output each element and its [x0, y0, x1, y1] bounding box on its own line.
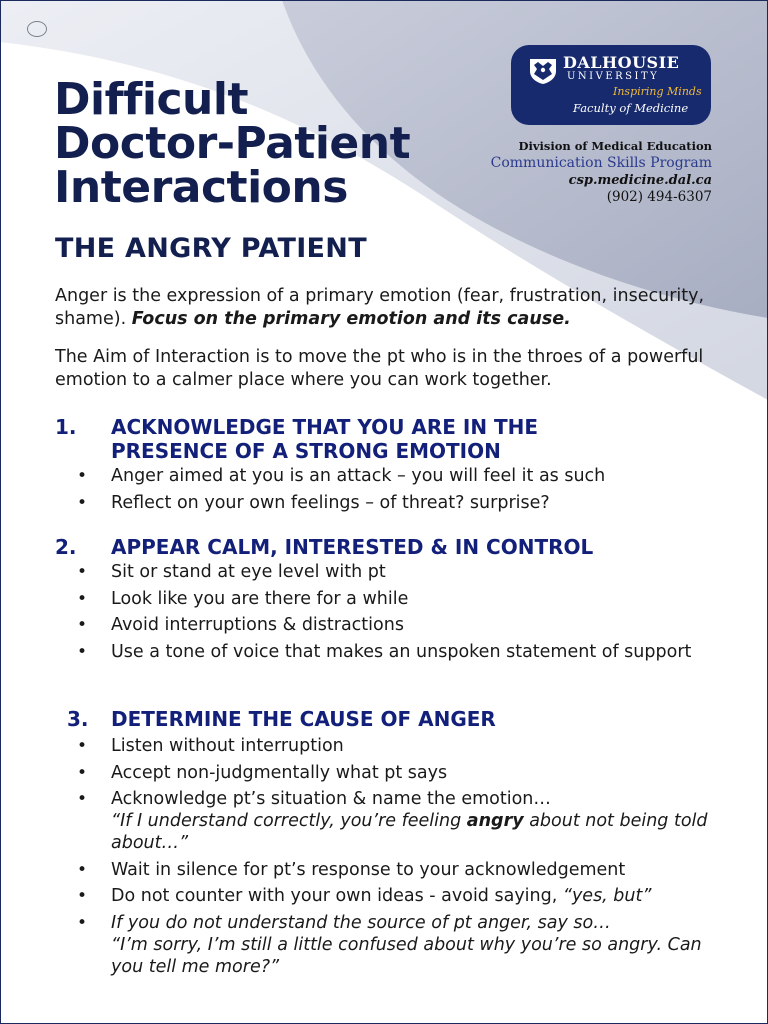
- bullet-icon: •: [77, 886, 88, 906]
- bullet-icon: •: [77, 562, 88, 582]
- list-item: • Look like you are there for a while: [77, 588, 409, 609]
- bullet-icon: •: [77, 466, 88, 486]
- list-item: • Wait in silence for pt’s response to your acknowledgement: [77, 859, 626, 880]
- title-line-2: Doctor-Patient: [54, 118, 411, 169]
- dalhousie-logo: [511, 45, 711, 125]
- bullet-icon: •: [77, 492, 88, 513]
- crest-icon: [528, 57, 558, 85]
- intro-emphasis: Focus on the primary emotion and its cause.: [131, 309, 571, 329]
- bullet-icon: •: [77, 859, 88, 880]
- logo-faculty: Faculty of Medicine: [573, 101, 689, 115]
- contact-block: [491, 138, 712, 206]
- corner-ring-mark: [27, 21, 47, 37]
- list-item: • Do not counter with your own ideas - avoid saying, “yes, but”: [77, 886, 652, 906]
- bullet-icon: •: [77, 762, 88, 783]
- example-quote: “I’m sorry, I’m still a little confused about why you’re so angry. Can you tell me more?”: [111, 934, 702, 977]
- list-item: • Avoid interruptions & distractions: [77, 615, 404, 635]
- aim-paragraph: The Aim of Interaction is to move the pt who is in the throes of a powerful emotion to a calmer place where you can work together.: [55, 347, 704, 390]
- logo-university-word: UNIVERSITY: [567, 71, 660, 82]
- list-item: • Anger aimed at you is an attack – you will feel it as such: [77, 466, 606, 486]
- section-3-number: 3.: [67, 707, 89, 731]
- section-3-heading: [67, 707, 737, 731]
- section-1-number: 1.: [55, 415, 77, 439]
- list-item: • Use a tone of voice that makes an unspoken statement of support: [77, 641, 692, 662]
- section-1-heading: [55, 415, 725, 463]
- list-item: • Reflect on your own feelings – of threat? surprise?: [77, 492, 550, 513]
- bullet-icon: •: [77, 615, 88, 635]
- section-1-heading-line-2: PRESENCE OF A STRONG EMOTION: [111, 439, 501, 463]
- logo-university-name: DALHOUSIE: [563, 53, 680, 72]
- example-quote: “If I understand correctly, you’re feeling angry about not being told about…”: [111, 811, 708, 853]
- title-line-1: Difficult: [54, 74, 248, 125]
- section-2: [55, 535, 725, 667]
- section-2-heading: [55, 535, 725, 559]
- section-3-list: [55, 735, 725, 978]
- bullet-icon: •: [77, 912, 88, 933]
- section-1: [55, 415, 725, 518]
- section-2-number: 2.: [55, 535, 77, 559]
- example-quote: “yes, but”: [562, 886, 652, 906]
- list-item: • Accept non-judgmentally what pt says: [77, 762, 448, 783]
- program-phone: (902) 494-6307: [606, 189, 712, 205]
- bullet-icon: •: [77, 588, 88, 609]
- section-3-heading-text: DETERMINE THE CAUSE OF ANGER: [111, 707, 496, 731]
- bullet-icon: •: [77, 789, 88, 809]
- section-subtitle: THE ANGRY PATIENT: [55, 233, 367, 264]
- intro-text: Anger is the expression of a primary emotion (fear, frustration, insecurity, shame).: [55, 286, 705, 329]
- section-2-heading-text: APPEAR CALM, INTERESTED & IN CONTROL: [111, 535, 594, 559]
- division-name: Division of Medical Education: [518, 139, 712, 153]
- list-item: • If you do not understand the source of pt anger, say so… “I’m sorry, I’m still a little confused about why you’re so angry. Can you tell me more?”: [77, 912, 702, 977]
- section-1-list: [55, 465, 725, 514]
- bullet-icon: •: [77, 736, 88, 756]
- list-item: • Acknowledge pt’s situation & name the emotion… “If I understand correctly, you’re feeling angry about not being told about…”: [77, 789, 708, 853]
- logo-tagline: Inspiring Minds: [613, 85, 702, 98]
- list-item: • Listen without interruption: [77, 736, 344, 756]
- bullet-icon: •: [77, 641, 88, 662]
- section-2-list: [55, 561, 725, 663]
- document-title: [54, 74, 411, 213]
- list-item: • Sit or stand at eye level with pt: [77, 562, 386, 582]
- section-3-body: [55, 733, 725, 982]
- section-3: [67, 707, 737, 731]
- title-line-3: Interactions: [54, 162, 348, 213]
- program-name: Communication Skills Program: [490, 155, 712, 171]
- section-1-heading-line-1: ACKNOWLEDGE THAT YOU ARE IN THE: [111, 415, 539, 439]
- intro-paragraph: [55, 285, 720, 331]
- program-website: csp.medicine.dal.ca: [568, 173, 712, 188]
